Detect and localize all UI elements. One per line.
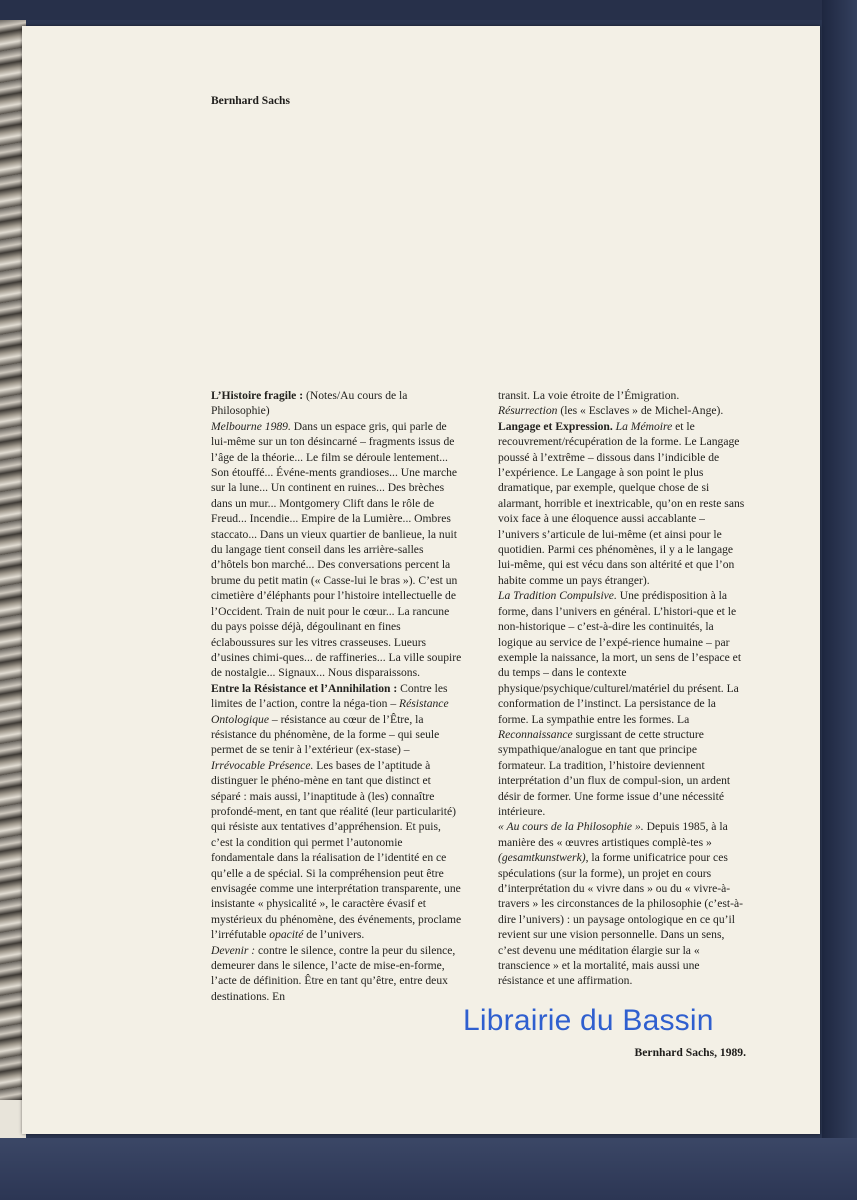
folder-top-flap: [0, 0, 857, 20]
left-text-column: [211, 388, 463, 1004]
paragraph-langage: Langage et Expression. La Mémoire et le recouvrement/récupération de la forme. Le Langage poussé à l’extrême – dissous dans l’indicible de l’expérience. Le Langage à son point le plus dramatique, par exemple, quelque chose de si alarmant, horrible et inextricable, qu’on en reste sans voix face à une éloquence aussi accablante – l’univers s’articule de lui-même (et ainsi pour le quotidien. Parmi ces phénomènes, il y a le langage lui-même, qui est vécu dans son altérité et que l’on habite comme un pays étranger).: [498, 419, 745, 587]
folder-bottom-flap: [0, 1138, 857, 1200]
author-signature: Bernhard Sachs, 1989.: [634, 1046, 746, 1059]
paragraph-tradition: La Tradition Compulsive. Une prédisposition à la forme, dans l’univers en général. L’histori-que et le non-historique – c’est-à-dire les continuités, la logique au service de l’expé-rience humaine – par exemple la naissance, la mort, un sens de l’espace et du temps – dans le contexte physique/psychique/culturel/matériel du présent. La conformation de l’instinct. La persistance de la forme. La sympathie entre les formes. La Reconnaissance surgissant de cette structure sympathique/analogue en tant que principe formateur. La tradition, l’histoire deviennent interprétation d’un flux de compul-sion, un ardent désir de former. Une forme issue d’une nécessité intérieure.: [498, 589, 742, 818]
paragraph-histoire-fragile: L’Histoire fragile : (Notes/Au cours de la Philosophie): [211, 389, 408, 418]
right-text-column: [498, 388, 746, 989]
paragraph-devenir: Devenir : contre le silence, contre la peur du silence, demeurer dans le silence, l’acte de mise-en-forme, l’acte de définition. Être en tant qu’être, entre deux destinations. En: [211, 943, 456, 1003]
paragraph-melbourne: Melbourne 1989. Dans un espace gris, qui parle de lui-même sur un ton désincarné – fragments issus de l’âge de la théorie... Le film se déroule lentement... Son étouffé... Événe-ments grandioses... Une marche sur la lune... Un continent en ruines... Des brèches dans un mur... Montgomery Clift dans le rôle de Freud... Incendie... Empire de la Lumière... Ombres staccato... Dans un vieux quartier de banlieue, la nuit du langage tient conseil dans les arrière-salles d’hôtels bon marché... Des conversations percent la brume du petit matin (« Casse-lui le bras »). C’est un cimetière d’éléphants pour l’histoire intellectuelle de l’Occident. Train de nuit pour le cœur... La rancune du pays poisse déjà, dégoulinant en fines éclaboussures sur les vitres crasseuses. Lueurs d’usines chimi-ques... de raffineries... La ville soupire de nostalgie... Signaux... Nous disparaissons.: [211, 419, 462, 680]
author-header: Bernhard Sachs: [211, 95, 290, 107]
paragraph-resistance: Entre la Résistance et l’Annihilation : Contre les limites de l’action, contre la néga-tion – Résistance Ontologique – résistance au cœur de l’Être, la résistance du phénomène, de la forme – qui seule permet de se tenir à l’extérieur (ex-stase) – Irrévocable Présence. Les bases de l’aptitude à distinguer le phéno-mène en tant que distinct et séparé : mais aussi, l’inaptitude à (les) connaître profondé-ment, en tant que réalité (leur particularité) qui résiste aux tentatives d’appréhension. Et puis, c’est la condition qui permet l’autonomie fondamentale dans la réalisation de l’identité en ce qu’elle a de spécial. Si la compréhension peut être envisagée comme une interprétation transparente, une insistante « physicalité », le caractère évasif et mystérieux du phénomène, des événements, proclame l’irréfutable opacité de l’univers.: [211, 681, 462, 942]
paragraph-resurrection: Résurrection (les « Esclaves » de Michel-Ange).: [498, 404, 724, 418]
watermark-text: Librairie du Bassin: [463, 1004, 714, 1037]
paragraph-au-cours: « Au cours de la Philosophie ». Depuis 1985, à la manière des « œuvres artistiques complè-tes » (gesamtkunstwerk), la forme unificatrice pour ces spéculations (sur la forme), un projet en cours d’interprétation du « vivre dans » ou du « vivre-à-travers » les circonstances de la philosophie (c’est-à-dire l’univers) : un paysage ontologique en ce qu’il revient sur une vision personnelle. Dans un sens, c’est devenu une méditation élargie sur la « transcience » et la mortalité, mais aussi une résistance et une affirmation.: [498, 820, 743, 988]
paragraph-transit: transit. La voie étroite de l’Émigration.: [498, 389, 680, 402]
folder-right-flap: [822, 0, 857, 1200]
